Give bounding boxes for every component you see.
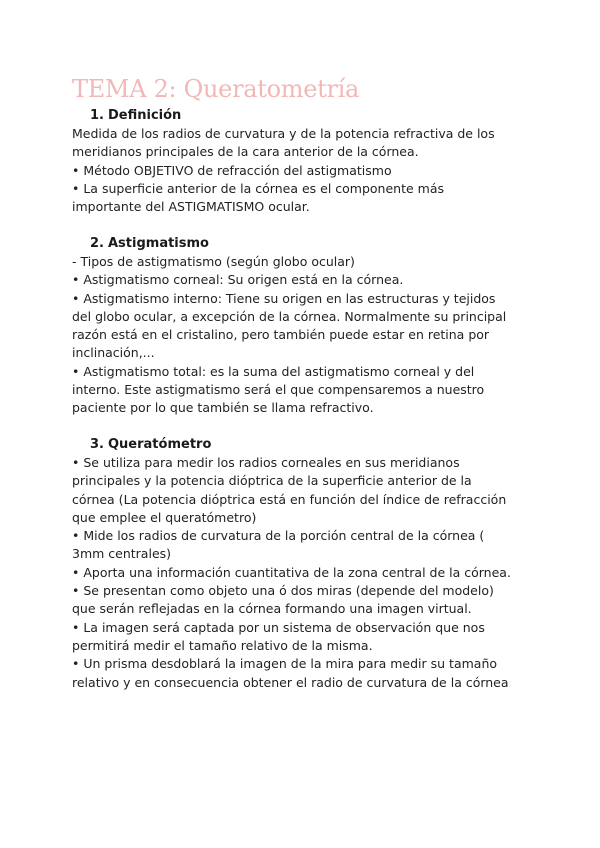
section-number: 1. — [90, 108, 104, 123]
text-line: Medida de los radios de curvatura y de la potencia refractiva de los — [72, 126, 495, 141]
text-line: relativo y en consecuencia obtener el radio de curvatura de la córnea — [72, 674, 509, 690]
section-body — [72, 253, 532, 418]
text-line: - Tipos de astigmatismo (según globo ocular) — [72, 254, 355, 269]
section-body — [72, 454, 532, 692]
text-line: que emplee el queratómetro) — [72, 509, 257, 525]
text-line: • Se utiliza para medir los radios corneales en sus meridianos — [72, 455, 460, 470]
section-title: Definición — [108, 108, 182, 123]
text-line: interno. Este astigmatismo será el que compensaremos a nuestro — [72, 382, 485, 398]
section-heading — [72, 235, 532, 253]
section-body — [72, 125, 532, 216]
text-line: • Aporta una información cuantitativa de la zona central de la córnea. — [72, 564, 511, 580]
text-line: 3mm centrales) — [72, 546, 172, 562]
text-line: principales y la potencia dióptrica de la superficie anterior de la — [72, 473, 472, 489]
text-line: • Método OBJETIVO de refracción del astigmatismo — [72, 162, 392, 178]
text-line: córnea (La potencia dióptrica está en función del índice de refracción — [72, 491, 507, 507]
text-line: • La superficie anterior de la córnea es el componente más — [72, 180, 445, 196]
text-line: inclinación,... — [72, 345, 155, 361]
section-heading — [72, 436, 532, 454]
section-astigmatismo — [72, 235, 532, 418]
section-queratometro — [72, 436, 532, 692]
text-line: razón está en el cristalino, pero también puede estar en retina por — [72, 327, 490, 343]
section-number: 2. — [90, 236, 104, 251]
text-line: meridianos principales de la cara anterior de la córnea. — [72, 144, 419, 160]
text-line: paciente por lo que también se llama refractivo. — [72, 400, 374, 416]
text-line: • Astigmatismo interno: Tiene su origen en las estructuras y tejidos — [72, 290, 496, 306]
page-title: TEMA 2: Queratometría — [72, 75, 360, 103]
text-line: que serán reflejadas en la córnea formando una imagen virtual. — [72, 601, 472, 617]
text-line: • Astigmatismo corneal: Su origen está en la córnea. — [72, 272, 404, 288]
section-title: Queratómetro — [108, 437, 212, 452]
text-line: • La imagen será captada por un sistema de observación que nos — [72, 619, 485, 635]
text-line: del globo ocular, a excepción de la córnea. Normalmente su principal — [72, 308, 507, 324]
section-number: 3. — [90, 437, 104, 452]
text-line: • Astigmatismo total: es la suma del astigmatismo corneal y del — [72, 363, 475, 379]
text-line: • Mide los radios de curvatura de la porción central de la córnea ( — [72, 528, 485, 544]
text-line: • Un prisma desdoblará la imagen de la mira para medir su tamaño — [72, 656, 498, 672]
section-title: Astigmatismo — [108, 236, 209, 251]
section-heading — [72, 107, 532, 125]
section-definicion — [72, 107, 532, 216]
text-line: importante del ASTIGMATISMO ocular. — [72, 199, 310, 215]
text-line: • Se presentan como objeto una ó dos miras (depende del modelo) — [72, 583, 494, 599]
text-line: permitirá medir el tamaño relativo de la misma. — [72, 637, 373, 653]
